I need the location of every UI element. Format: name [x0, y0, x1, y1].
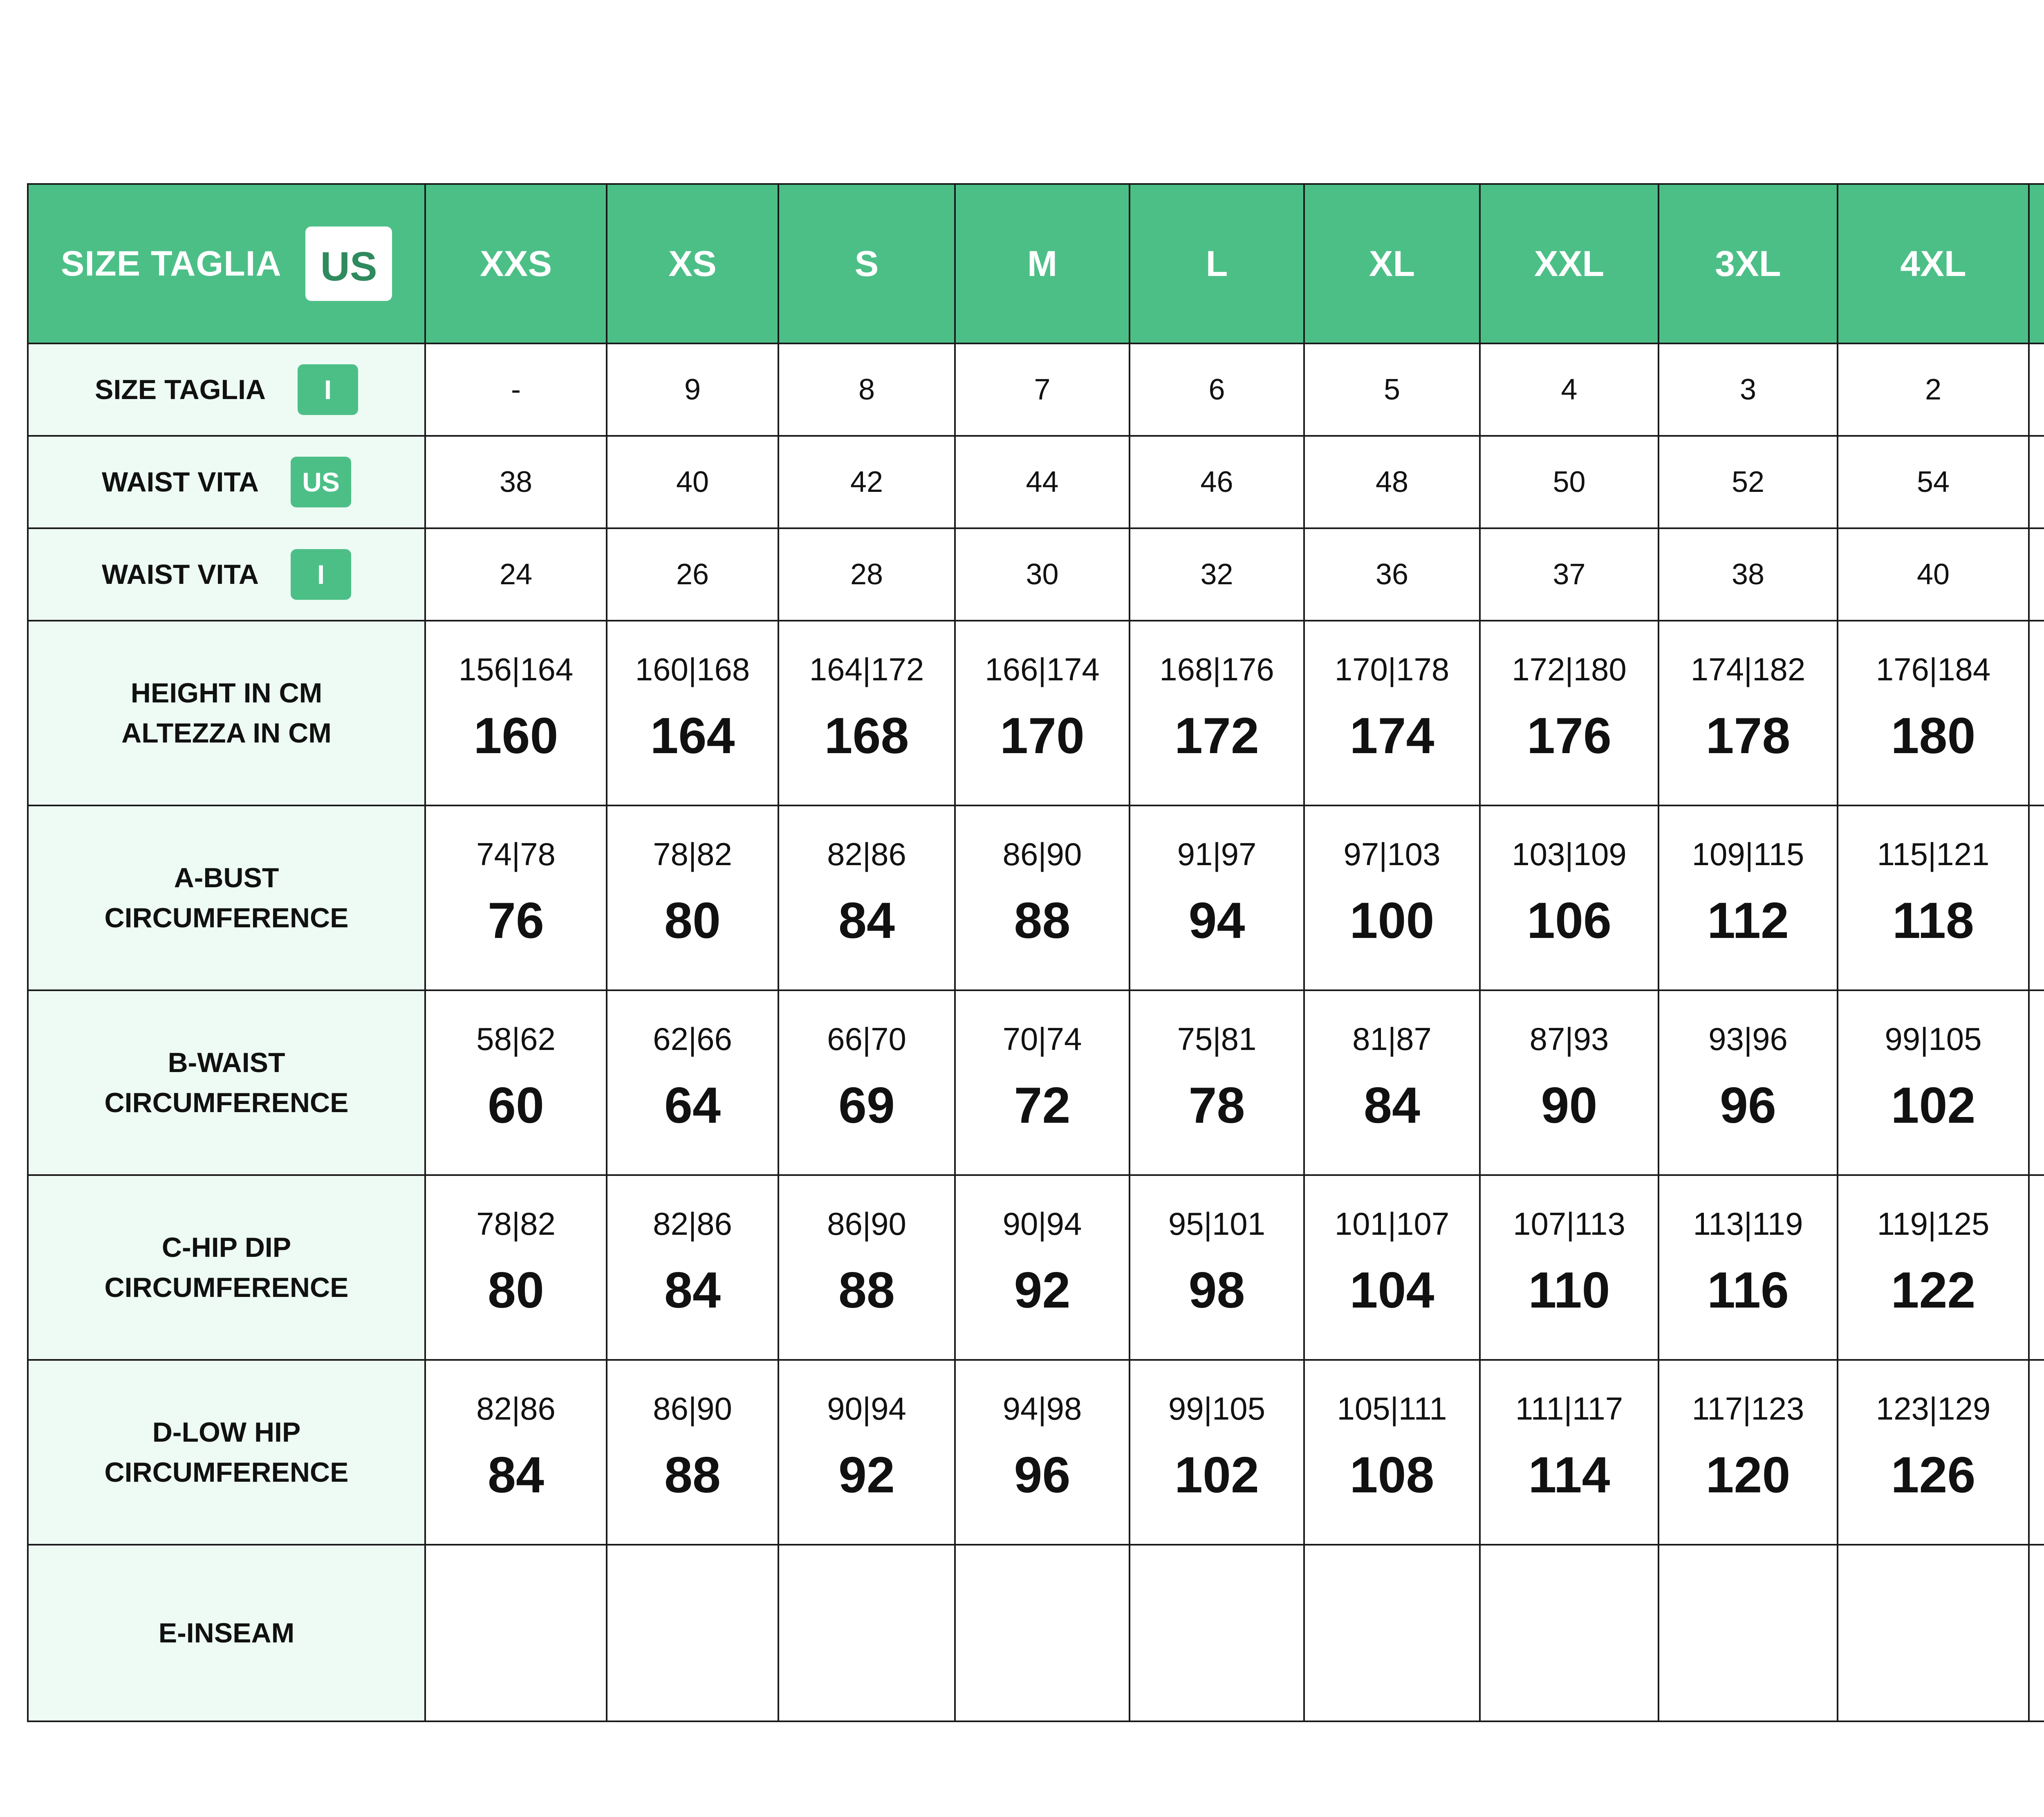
range-value: 78|82	[653, 836, 732, 872]
main-value: 106	[1527, 893, 1611, 949]
main-value: 64	[664, 1077, 721, 1134]
value-cell	[778, 343, 955, 436]
range-value: 82|86	[827, 836, 906, 872]
main-value: 92	[1014, 1262, 1071, 1319]
main-value: 88	[838, 1262, 895, 1319]
main-value: 90	[1541, 1077, 1598, 1134]
size-chart-table	[27, 183, 2044, 1722]
measure-cell	[2029, 1175, 2044, 1360]
row-label-cell	[28, 805, 425, 990]
row-waist-italian	[28, 528, 2044, 621]
value-cell	[425, 436, 607, 528]
value-cell	[1838, 528, 2029, 621]
range-value: 74|78	[476, 836, 556, 872]
cell-value: 40	[676, 466, 709, 498]
row-label: SIZE TAGLIA	[94, 374, 266, 405]
measure-cell	[1130, 805, 1304, 990]
measure-cell	[1659, 1175, 1838, 1360]
cell-value: 30	[1026, 558, 1059, 591]
range-value: 87|93	[1529, 1021, 1609, 1057]
value-cell	[1480, 528, 1659, 621]
range-value: 91|97	[1177, 836, 1257, 872]
range-value: 164|172	[809, 651, 924, 687]
measure-cell	[1838, 990, 2029, 1175]
empty-cell	[1130, 1545, 1304, 1721]
empty-cell	[1838, 1545, 2029, 1721]
measure-cell	[2029, 621, 2044, 805]
size-name: XXS	[480, 243, 552, 284]
size-name: XS	[668, 243, 717, 284]
range-value: 111|117	[1515, 1391, 1623, 1427]
row-label-line2: CIRCUMFERENCE	[104, 1087, 349, 1118]
measure-cell	[1838, 1360, 2029, 1545]
row-label-cell	[28, 1545, 425, 1721]
measure-cell	[955, 1175, 1130, 1360]
main-value: 88	[664, 1447, 721, 1503]
measure-cell	[1838, 1175, 2029, 1360]
cell-value: 24	[499, 558, 533, 591]
measure-cell	[1480, 621, 1659, 805]
measure-cell	[425, 805, 607, 990]
range-value: 82|86	[476, 1391, 556, 1427]
size-header-cell	[1130, 184, 1304, 343]
row-inseam	[28, 1545, 2044, 1721]
empty-cell	[1659, 1545, 1838, 1721]
row-label-line1: D-LOW HIP	[152, 1417, 301, 1448]
main-value: 104	[1349, 1262, 1434, 1319]
range-value: 170|178	[1334, 651, 1450, 687]
row-size-italian	[28, 343, 2044, 436]
range-value: 107|113	[1513, 1206, 1625, 1242]
main-value: 118	[1892, 893, 1975, 949]
measure-cell	[1480, 990, 1659, 1175]
row-label-line2: CIRCUMFERENCE	[104, 1457, 349, 1488]
row-label	[105, 1227, 349, 1308]
range-value: 117|123	[1692, 1391, 1804, 1427]
size-header-cell	[778, 184, 955, 343]
range-value	[2030, 1390, 2044, 1427]
main-value	[2030, 1262, 2044, 1319]
range-value: 58|62	[476, 1021, 556, 1057]
measure-cell	[1304, 805, 1480, 990]
measure-cell	[1480, 1360, 1659, 1545]
measure-cell	[2029, 1360, 2044, 1545]
cell-value: 38	[1731, 558, 1765, 591]
value-cell	[1659, 528, 1838, 621]
row-waist-circumference	[28, 990, 2044, 1175]
value-cell	[1130, 436, 1304, 528]
size-header-cell	[1659, 184, 1838, 343]
size-header-cell	[2029, 184, 2044, 343]
main-value: 80	[488, 1262, 544, 1319]
range-value: 160|168	[635, 651, 750, 687]
value-cell	[425, 528, 607, 621]
main-value: 168	[824, 708, 909, 764]
cell-value: 8	[858, 373, 875, 406]
value-cell	[1304, 343, 1480, 436]
value-cell	[1659, 436, 1838, 528]
measure-cell	[1480, 1175, 1659, 1360]
range-value: 90|94	[827, 1391, 906, 1427]
size-name: S	[854, 243, 879, 284]
main-value: 84	[838, 893, 895, 949]
main-value: 160	[473, 708, 558, 764]
main-value: 72	[1014, 1077, 1071, 1134]
value-cell	[607, 343, 778, 436]
row-label-cell	[28, 621, 425, 805]
range-value: 115|121	[1877, 836, 1990, 872]
measure-cell	[607, 621, 778, 805]
range-value: 82|86	[653, 1206, 732, 1242]
row-label: WAIST VITA	[101, 467, 259, 498]
empty-cell	[425, 1545, 607, 1721]
main-value: 76	[488, 893, 544, 949]
range-value: 62|66	[653, 1021, 732, 1057]
header-row	[28, 184, 2044, 343]
cell-value: 37	[1553, 558, 1586, 591]
measure-cell	[1659, 1360, 1838, 1545]
range-value: 86|90	[1002, 836, 1082, 872]
range-value: 174|182	[1690, 651, 1806, 687]
row-label-line2: CIRCUMFERENCE	[104, 1272, 349, 1303]
measure-cell	[955, 990, 1130, 1175]
row-label-cell	[28, 436, 425, 528]
us-badge: US	[305, 227, 392, 301]
main-value: 120	[1706, 1447, 1791, 1503]
range-value: 168|176	[1159, 651, 1274, 687]
main-value: 102	[1891, 1077, 1976, 1134]
value-cell	[778, 528, 955, 621]
header-label-cell	[28, 184, 425, 343]
range-value: 103|109	[1512, 836, 1627, 872]
measure-cell	[1304, 621, 1480, 805]
range-value: 119|125	[1877, 1206, 1990, 1242]
row-label-cell	[28, 343, 425, 436]
range-value: 99|105	[1885, 1021, 1982, 1057]
range-value: 176|184	[1876, 651, 1991, 687]
measure-cell	[607, 1360, 778, 1545]
range-value: 109|115	[1692, 836, 1804, 872]
value-cell	[1480, 436, 1659, 528]
row-label-cell	[28, 1175, 425, 1360]
measure-cell	[778, 1175, 955, 1360]
cell-value: 7	[1034, 373, 1051, 406]
measure-cell	[1130, 990, 1304, 1175]
row-label-line1: HEIGHT IN CM	[130, 677, 323, 709]
value-cell	[2029, 528, 2044, 621]
value-cell	[1838, 343, 2029, 436]
empty-cell	[2029, 1545, 2044, 1721]
range-value: 78|82	[476, 1206, 556, 1242]
measure-cell	[1659, 990, 1838, 1175]
main-value: 126	[1891, 1447, 1976, 1503]
row-label-line2: ALTEZZA IN CM	[121, 718, 332, 749]
size-header-cell	[955, 184, 1130, 343]
cell-value: 3	[1739, 373, 1757, 406]
empty-cell	[778, 1545, 955, 1721]
range-value: 123|129	[1876, 1391, 1991, 1427]
value-cell	[1130, 528, 1304, 621]
row-waist-us	[28, 436, 2044, 528]
row-label-line1: B-WAIST	[168, 1047, 285, 1078]
main-value: 178	[1706, 708, 1791, 764]
range-value: 75|81	[1177, 1021, 1257, 1057]
size-header-cell	[1480, 184, 1659, 343]
range-value: 70|74	[1002, 1021, 1082, 1057]
range-value: 166|174	[985, 651, 1100, 687]
cell-value: 32	[1200, 558, 1233, 591]
measure-cell	[1130, 1360, 1304, 1545]
range-value: 97|103	[1343, 836, 1441, 872]
row-label-cell	[28, 528, 425, 621]
cell-value: 26	[676, 558, 709, 591]
row-label-line2: CIRCUMFERENCE	[104, 902, 349, 933]
size-header-cell	[1838, 184, 2029, 343]
measure-cell	[1304, 990, 1480, 1175]
measure-cell	[778, 805, 955, 990]
measure-cell	[1659, 621, 1838, 805]
main-value	[2030, 707, 2044, 765]
measure-cell	[1480, 805, 1659, 990]
range-value: 66|70	[827, 1021, 906, 1057]
range-value: 113|119	[1693, 1206, 1803, 1242]
main-value: 84	[664, 1262, 721, 1319]
measure-cell	[607, 805, 778, 990]
value-cell	[1304, 436, 1480, 528]
main-value: 69	[838, 1077, 895, 1134]
value-cell	[1659, 343, 1838, 436]
main-value: 174	[1349, 708, 1434, 764]
measure-cell	[1130, 621, 1304, 805]
measure-cell	[778, 1360, 955, 1545]
measure-cell	[955, 1360, 1130, 1545]
range-value: 81|87	[1352, 1021, 1432, 1057]
row-low-hip	[28, 1360, 2044, 1545]
main-value: 102	[1174, 1447, 1259, 1503]
size-header-cell	[425, 184, 607, 343]
range-value: 93|96	[1708, 1021, 1788, 1057]
cell-value: 42	[850, 466, 883, 498]
range-value: 172|180	[1512, 651, 1627, 687]
cell-value: 4	[1561, 373, 1578, 406]
main-value: 108	[1349, 1447, 1434, 1503]
main-value: 84	[488, 1447, 544, 1503]
main-value: 98	[1188, 1262, 1245, 1319]
row-label-line1: A-BUST	[174, 862, 279, 893]
empty-cell	[1480, 1545, 1659, 1721]
row-height	[28, 621, 2044, 805]
main-value: 114	[1528, 1447, 1610, 1503]
range-value: 86|90	[827, 1206, 906, 1242]
main-value: 116	[1707, 1262, 1789, 1319]
value-cell	[1838, 436, 2029, 528]
main-value: 172	[1174, 708, 1259, 764]
cell-value: -	[511, 373, 521, 406]
measure-cell	[607, 990, 778, 1175]
cell-value: 40	[1916, 558, 1950, 591]
size-name: M	[1027, 243, 1058, 284]
range-value: 86|90	[653, 1391, 732, 1427]
main-value	[2030, 1447, 2044, 1504]
range-value	[2030, 1021, 2044, 1057]
row-label	[121, 673, 332, 753]
size-name: 3XL	[1715, 243, 1781, 284]
value-cell	[955, 528, 1130, 621]
measure-cell	[425, 1360, 607, 1545]
main-value: 88	[1014, 893, 1071, 949]
range-value: 95|101	[1168, 1206, 1266, 1242]
value-cell	[1130, 343, 1304, 436]
main-value: 164	[650, 708, 735, 764]
measure-cell	[425, 621, 607, 805]
range-value	[2030, 651, 2044, 688]
range-value: 105|111	[1337, 1391, 1447, 1427]
row-label: WAIST VITA	[101, 559, 259, 590]
cell-value: 46	[1200, 466, 1233, 498]
range-value	[2030, 1205, 2044, 1242]
main-value: 180	[1891, 708, 1976, 764]
cell-value: 28	[850, 558, 883, 591]
measure-cell	[1304, 1175, 1480, 1360]
main-value: 170	[1000, 708, 1085, 764]
cell-value: 48	[1375, 466, 1409, 498]
main-value: 122	[1891, 1262, 1976, 1319]
row-label: E-INSEAM	[158, 1617, 295, 1649]
row-label	[105, 858, 349, 938]
range-value	[2030, 836, 2044, 873]
row-label-cell	[28, 1360, 425, 1545]
measure-cell	[425, 1175, 607, 1360]
row-label	[105, 1043, 349, 1123]
empty-cell	[607, 1545, 778, 1721]
italian-badge: I	[291, 549, 351, 600]
main-value: 80	[664, 893, 721, 949]
value-cell	[607, 436, 778, 528]
value-cell	[607, 528, 778, 621]
row-label-line1: C-HIP DIP	[161, 1232, 291, 1263]
main-value: 60	[488, 1077, 544, 1134]
cell-value: 36	[1375, 558, 1409, 591]
main-value: 78	[1188, 1077, 1245, 1134]
size-name: L	[1206, 243, 1228, 284]
size-name: XXL	[1534, 243, 1605, 284]
value-cell	[2029, 436, 2044, 528]
value-cell	[1480, 343, 1659, 436]
size-name: 4XL	[1900, 243, 1966, 284]
empty-cell	[955, 1545, 1130, 1721]
row-label	[105, 1412, 349, 1492]
cell-value: 5	[1383, 373, 1401, 406]
range-value: 156|164	[458, 651, 574, 687]
measure-cell	[778, 990, 955, 1175]
measure-cell	[1130, 1175, 1304, 1360]
cell-value: 52	[1731, 466, 1765, 498]
cell-value: 50	[1553, 466, 1586, 498]
us-badge: US	[291, 457, 351, 507]
measure-cell	[1659, 805, 1838, 990]
measure-cell	[1838, 621, 2029, 805]
range-value: 90|94	[1002, 1206, 1082, 1242]
value-cell	[955, 343, 1130, 436]
measure-cell	[778, 621, 955, 805]
row-bust	[28, 805, 2044, 990]
value-cell	[778, 436, 955, 528]
range-value: 101|107	[1334, 1206, 1450, 1242]
cell-value: 9	[684, 373, 701, 406]
cell-value: 54	[1916, 466, 1950, 498]
row-hip-dip	[28, 1175, 2044, 1360]
value-cell	[1304, 528, 1480, 621]
row-label-cell	[28, 990, 425, 1175]
size-header-cell	[1304, 184, 1480, 343]
main-value: 96	[1014, 1447, 1071, 1503]
range-value: 94|98	[1002, 1391, 1082, 1427]
value-cell	[955, 436, 1130, 528]
main-value: 176	[1527, 708, 1611, 764]
main-value: 84	[1364, 1077, 1420, 1134]
main-value: 94	[1188, 893, 1245, 949]
cell-value: 44	[1026, 466, 1059, 498]
cell-value: 6	[1208, 373, 1225, 406]
cell-value: 38	[499, 466, 533, 498]
measure-cell	[1304, 1360, 1480, 1545]
value-cell	[425, 343, 607, 436]
cell-value: 2	[1925, 373, 1942, 406]
measure-cell	[425, 990, 607, 1175]
measure-cell	[955, 621, 1130, 805]
empty-cell	[1304, 1545, 1480, 1721]
main-value: 112	[1707, 893, 1789, 949]
header-title: SIZE TAGLIA	[61, 244, 282, 283]
main-value: 96	[1720, 1077, 1776, 1134]
measure-cell	[607, 1175, 778, 1360]
main-value	[2030, 892, 2044, 949]
range-value: 99|105	[1168, 1391, 1266, 1427]
measure-cell	[955, 805, 1130, 990]
main-value: 92	[838, 1447, 895, 1503]
main-value: 110	[1528, 1262, 1610, 1319]
size-name: XL	[1369, 243, 1415, 284]
value-cell	[2029, 343, 2044, 436]
main-value: 100	[1349, 893, 1434, 949]
measure-cell	[1838, 805, 2029, 990]
italian-badge: I	[298, 364, 358, 415]
measure-cell	[2029, 990, 2044, 1175]
main-value	[2030, 1077, 2044, 1134]
measure-cell	[2029, 805, 2044, 990]
size-header-cell	[607, 184, 778, 343]
